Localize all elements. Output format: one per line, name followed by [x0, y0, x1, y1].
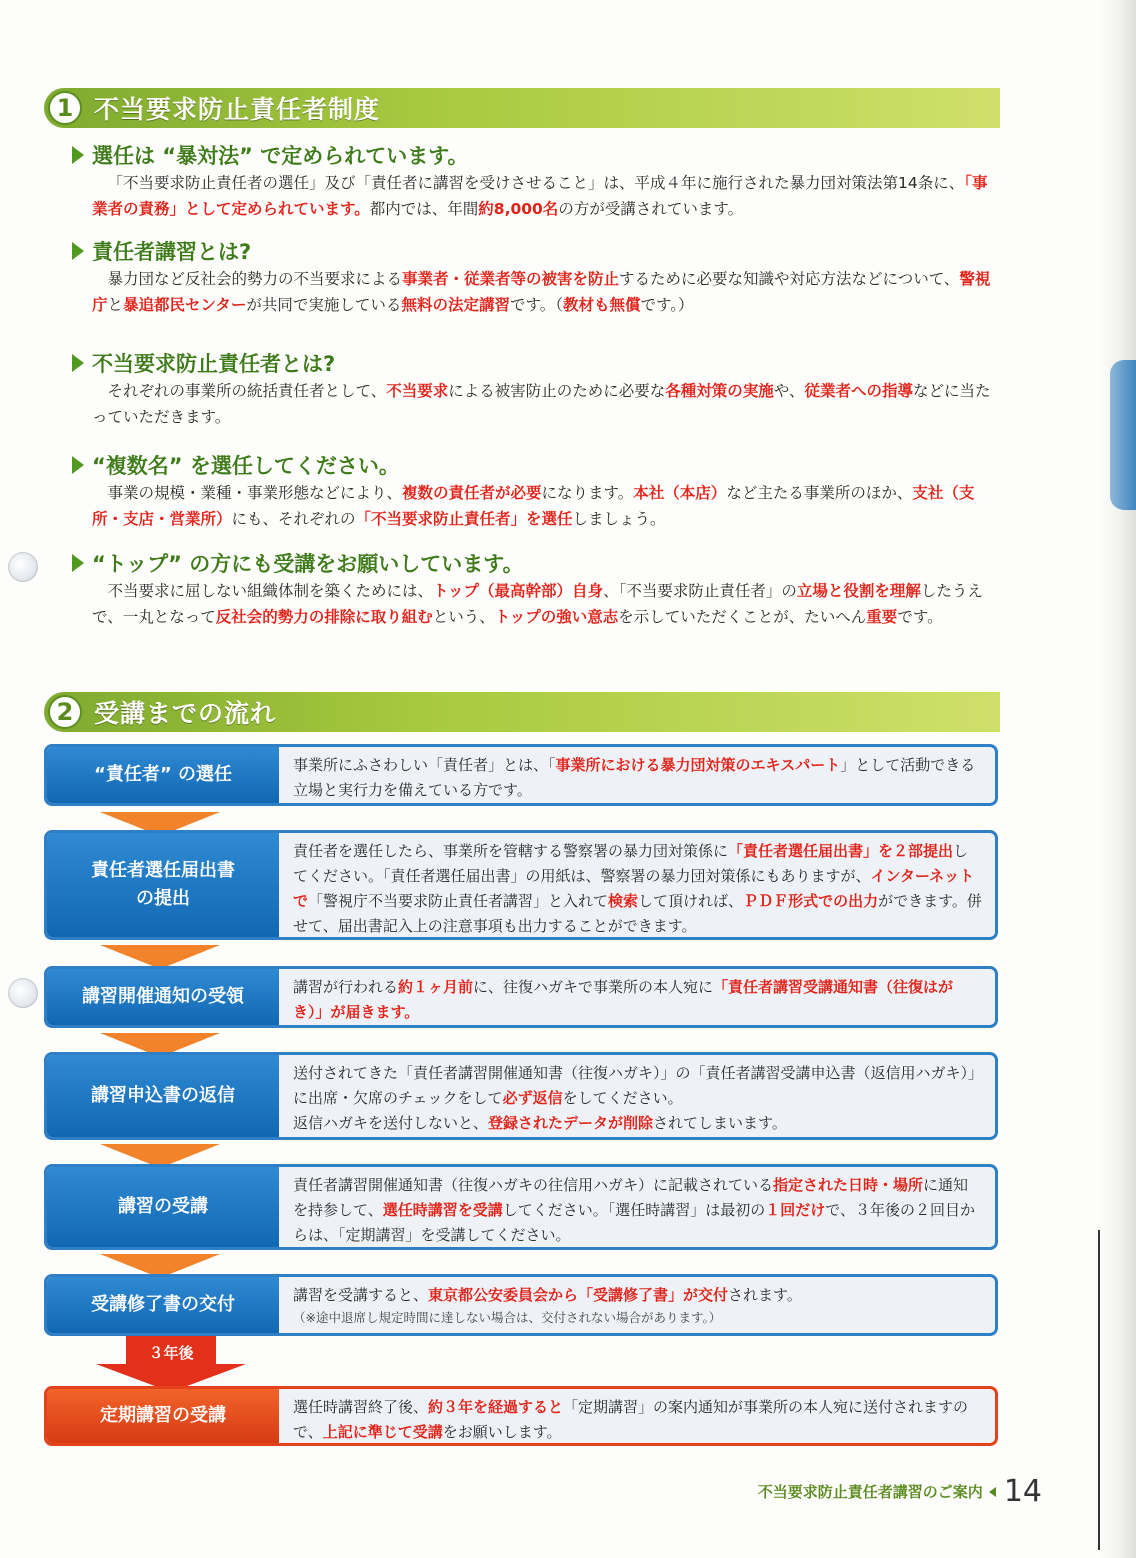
topic-fukusumei: [72, 450, 1012, 532]
footer-title: 不当要求防止責任者講習のご案内: [757, 1483, 983, 1501]
emphasis-text: 選任時講習を受講: [382, 1201, 503, 1219]
body-text: の方が受講されています。: [558, 200, 744, 218]
emphasis-text: 本社（本店）: [633, 484, 727, 502]
body-text: 「警視庁不当要求防止責任者講習」と入れて: [308, 892, 609, 910]
topic-koshu: [72, 236, 1012, 318]
flow-step-text: [293, 1173, 983, 1248]
body-text: という、: [432, 608, 495, 626]
page-edge-shadow: [1098, 0, 1136, 1558]
flow-step-text: [293, 839, 983, 939]
emphasis-text: 「責任者選任届出書」を２部提出: [728, 842, 954, 860]
emphasis-text: 暴追都民センター: [123, 296, 247, 314]
emphasis-text: 「事業者の責務」として定められています。: [92, 174, 988, 218]
punch-hole: [8, 978, 38, 1008]
emphasis-text: 約8,000名: [478, 200, 559, 218]
emphasis-text: 重要: [866, 608, 898, 626]
section-2-number: 2: [48, 695, 82, 729]
topic-heading: 選任は “暴対法” で定められています。: [92, 144, 469, 168]
emphasis-text: 必ず返信: [502, 1089, 563, 1107]
body-text: それぞれの事業所の統括責任者として、: [107, 382, 387, 400]
body-text: と: [107, 296, 124, 314]
emphasis-text: 各種対策の実施: [665, 382, 774, 400]
body-text: して頂ければ、: [638, 892, 744, 910]
triangle-bullet-icon: [72, 456, 84, 474]
emphasis-text: 不当要求: [386, 382, 449, 400]
body-text: されてしまいます。: [653, 1114, 787, 1132]
triangle-left-icon: [989, 1487, 996, 1497]
flow-step-note: （※途中退席し規定時間に達しない場合は、交付されない場合があります。）: [293, 1310, 722, 1325]
emphasis-text: 複数の責任者が必要: [402, 484, 542, 502]
emphasis-text: 従業者への指導: [804, 382, 913, 400]
topic-top: [72, 548, 1012, 630]
body-text: しましょう。: [572, 510, 666, 528]
body-text: に、往復ハガキで事業所の本人宛に: [473, 978, 714, 996]
triangle-bullet-icon: [72, 354, 84, 372]
section-1-number: 1: [48, 91, 82, 125]
three-years-label: ３年後: [148, 1344, 194, 1362]
body-text: になります。: [541, 484, 634, 502]
flow-step-text: [293, 1061, 983, 1136]
body-text: にも、それぞれの: [231, 510, 356, 528]
flow-step-label: “責任者” の選任: [47, 747, 279, 803]
body-text: 講習を受講すると、: [293, 1286, 429, 1304]
body-text: 不当要求に屈しない組織体制を築くためには、: [107, 582, 434, 600]
flow-step-label: 講習申込書の返信: [47, 1055, 279, 1137]
page-edge-rule: [1098, 1230, 1100, 1550]
flow-step-label: 定期講習の受講: [47, 1389, 279, 1443]
flow-step-text: [293, 1283, 983, 1328]
topic-heading: 不当要求防止責任者とは?: [92, 352, 336, 376]
topic-heading: “複数名” を選任してください。: [92, 454, 400, 478]
body-text: です。: [897, 608, 943, 626]
body-text: ができます。併せて、届出書記入上の注意事項も出力することができます。: [293, 892, 982, 935]
flow-step-label: 受講修了書の交付: [47, 1277, 279, 1333]
topic-body: [92, 378, 1002, 430]
body-text: してください。「選任時講習」は最初の: [502, 1201, 766, 1219]
topic-body: [92, 480, 1002, 532]
emphasis-text: 警視庁: [92, 270, 991, 314]
body-text: です。）: [640, 296, 694, 314]
topic-heading: “トップ” の方にも受講をお願いしています。: [92, 552, 524, 576]
flow-step-label: 講習の受講: [47, 1167, 279, 1247]
body-text: されます。: [728, 1286, 802, 1304]
body-text: などに当たっていただきます。: [92, 382, 991, 426]
emphasis-text: 登録されたデータが削除: [488, 1114, 654, 1132]
body-text: 選任時講習終了後、: [293, 1398, 429, 1416]
emphasis-text: ＰＤＦ形式での出力: [743, 892, 879, 910]
emphasis-text: トップの強い意志: [494, 608, 619, 626]
emphasis-text: 上記に準じて受講: [322, 1423, 443, 1441]
flow-step-text: [293, 975, 983, 1025]
flow-step-text: [293, 1395, 983, 1445]
topic-body: [92, 266, 1002, 318]
body-text: したうえで、一丸となって: [92, 582, 983, 626]
topic-body: [92, 170, 1002, 222]
section-1-header: [44, 88, 1000, 128]
emphasis-text: 約３年を経過すると: [428, 1398, 564, 1416]
page-footer: [758, 1474, 1042, 1509]
body-text: してください。「責任者選任届出書」の用紙は、警察署の暴力団対策係にもありますが、: [293, 842, 969, 885]
body-text: に通知を持参して、: [293, 1176, 969, 1219]
emphasis-text: 支社（支所・支店・営業所）: [92, 484, 975, 528]
body-text: 暴力団など反社会的勢力の不当要求による: [107, 270, 403, 288]
emphasis-text: 反社会的勢力の排除に取り組む: [215, 608, 433, 626]
body-text: による被害防止のために必要な: [448, 382, 666, 400]
emphasis-text: 教材も無償: [562, 296, 641, 314]
body-text: で、３年後の２回目からは、「定期講習」を受講してください。: [293, 1201, 975, 1244]
body-text: 」として活動できる立場と実行力を備えている方です。: [293, 756, 976, 799]
topic-heading: 責任者講習とは?: [92, 240, 252, 264]
body-text: するために必要な知識や対応方法などについて、: [619, 270, 960, 288]
body-text: や、: [773, 382, 805, 400]
emphasis-text: 事業所における暴力団対策のエキスパート: [555, 756, 841, 774]
punch-hole: [8, 552, 38, 582]
body-text: です。（: [509, 296, 563, 314]
body-text: 送付されてきた「責任者講習開催通知書（往復ハガキ）」の「責任者講習受講申込書（返信用ハガキ）」に出席・欠席のチェックをして: [293, 1064, 984, 1107]
body-text: など主たる事業所のほか、: [726, 484, 913, 502]
body-text: をしてください。 返信ハガキを送付しないと、: [293, 1089, 683, 1132]
emphasis-text: 無料の法定講習: [401, 296, 510, 314]
section-2-title: 受講までの流れ: [94, 699, 277, 728]
emphasis-text: インターネットで: [293, 867, 975, 910]
topic-senin: [72, 140, 1012, 222]
emphasis-text: 事業者・従業者等の被害を防止: [402, 270, 620, 288]
body-text: 講習が行われる: [293, 978, 399, 996]
emphasis-text: 「不当要求防止責任者」を選任: [355, 510, 573, 528]
body-text: を示していただくことが、たいへん: [618, 608, 867, 626]
body-text: 「不当要求防止責任者の選任」及び「責任者に講習を受けさせること」は、平成４年に施行された暴力団対策法第14条に、: [107, 174, 965, 192]
section-1-title: 不当要求防止責任者制度: [94, 95, 381, 124]
emphasis-text: 東京都公安委員会から「受講修了書」が交付: [428, 1286, 729, 1304]
body-text: が共同で実施している: [246, 296, 402, 314]
body-text: 責任者講習開催通知書（往復ハガキの往信用ハガキ）に記載されている: [293, 1176, 774, 1194]
body-text: 事業の規模・業種・事業形態などにより、: [107, 484, 403, 502]
page-edge-tab: [1110, 360, 1136, 510]
emphasis-text: トップ（最高幹部）自身: [433, 582, 604, 600]
section-2-header: [44, 692, 1000, 732]
emphasis-text: 立場と役割を理解: [796, 582, 921, 600]
body-text: 事業所にふさわしい「責任者」とは、「: [293, 756, 556, 774]
emphasis-text: １回だけ: [765, 1201, 826, 1219]
body-text: 都内では、年間: [369, 200, 479, 218]
triangle-bullet-icon: [72, 146, 84, 164]
flow-step-label: 責任者選任届出書 の提出: [47, 833, 279, 937]
emphasis-text: 「責任者講習受講通知書（往復はがき）」が届きます。: [293, 978, 954, 1021]
emphasis-text: 検索: [608, 892, 639, 910]
flow-step-label: 講習開催通知の受領: [47, 969, 279, 1025]
body-text: 「定期講習」の案内通知が事業所の本人宛に送付されますので、: [293, 1398, 969, 1441]
page-number: 14: [1003, 1474, 1042, 1509]
triangle-bullet-icon: [72, 554, 84, 572]
emphasis-text: 約１ヶ月前: [398, 978, 474, 996]
emphasis-text: 指定された日時・場所: [773, 1176, 924, 1194]
topic-sekininsha: [72, 348, 1012, 430]
topic-body: [92, 578, 1002, 630]
body-text: をお願いします。: [442, 1423, 562, 1441]
triangle-bullet-icon: [72, 242, 84, 260]
body-text: 責任者を選任したら、事業所を管轄する警察署の暴力団対策係に: [293, 842, 729, 860]
flow-step-text: [293, 753, 983, 803]
body-text: 、「不当要求防止責任者」の: [603, 582, 797, 600]
